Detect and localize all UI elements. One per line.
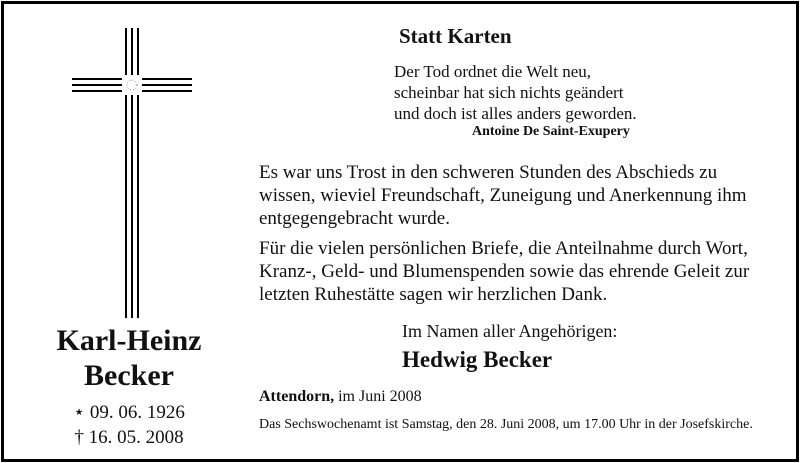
place-date xyxy=(259,388,422,406)
closing-phrase: Im Namen aller Angehörigen: xyxy=(402,321,618,341)
place: Attendorn, xyxy=(259,388,335,405)
signer-name: Hedwig Becker xyxy=(402,347,553,372)
birth-date: ⋆ 09. 06. 1926 xyxy=(73,402,185,423)
deceased-last-name: Becker xyxy=(84,359,174,392)
cross-icon xyxy=(72,28,192,318)
quote-line: scheinbar hat sich nichts geändert xyxy=(394,83,624,102)
quote-line: und doch ist alles anders geworden. xyxy=(394,104,637,123)
thanks-paragraph-1: Es war uns Trost in den schweren Stunden des Abschieds zu wissen, wieviel Freundschaft, Zuneigung und Anerkennung ihm entgegengebracht wurde. xyxy=(259,162,747,229)
deceased-first-name: Karl-Heinz xyxy=(56,324,202,357)
thanks-paragraph-2: Für die vielen persönlichen Briefe, die Anteilnahme durch Wort, Kranz-, Geld- und Blumenspenden sowie das ehrende Geleit zur letzten Ruhestätte sagen wir herzlichen Dank. xyxy=(259,238,750,305)
obituary-card xyxy=(1,1,799,462)
quote-author: Antoine De Saint-Exupery xyxy=(472,124,630,139)
death-date: † 16. 05. 2008 xyxy=(74,427,184,448)
mass-note: Das Sechswochenamt ist Samstag, den 28. Juni 2008, um 17.00 Uhr in der Josefskirche. xyxy=(259,417,753,432)
date: im Juni 2008 xyxy=(334,388,422,405)
quote-line: Der Tod ordnet die Welt neu, xyxy=(394,62,591,81)
page-title: Statt Karten xyxy=(399,24,512,48)
quote-block xyxy=(394,61,637,124)
